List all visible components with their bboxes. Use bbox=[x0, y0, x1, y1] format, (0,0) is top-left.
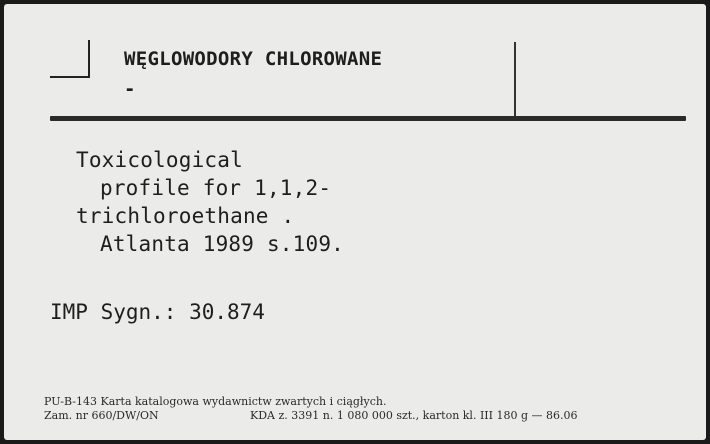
form-footer-order-number: Zam. nr 660/DW/ON bbox=[44, 409, 159, 422]
subject-heading: WĘGLOWODORY CHLOROWANE bbox=[124, 48, 383, 70]
corner-mark-vertical bbox=[88, 40, 90, 78]
entry-line-4: Atlanta 1989 s.109. bbox=[100, 232, 345, 256]
call-number: IMP Sygn.: 30.874 bbox=[50, 300, 265, 324]
form-footer-print-info: KDA z. 3391 n. 1 080 000 szt., karton kl. III 180 g — 86.06 bbox=[250, 409, 578, 422]
heading-divider bbox=[50, 116, 686, 121]
heading-right-rule bbox=[514, 42, 516, 118]
corner-mark-horizontal bbox=[50, 76, 90, 78]
entry-line-2: profile for 1,1,2- bbox=[100, 176, 332, 200]
form-footer-line-1: PU-B-143 Karta katalogowa wydawnictw zwartych i ciągłych. bbox=[44, 395, 387, 408]
catalog-card bbox=[4, 4, 706, 440]
entry-line-3: trichloroethane . bbox=[76, 204, 295, 228]
entry-line-1: Toxicological bbox=[76, 148, 243, 172]
subject-heading-dash: - bbox=[124, 78, 136, 100]
